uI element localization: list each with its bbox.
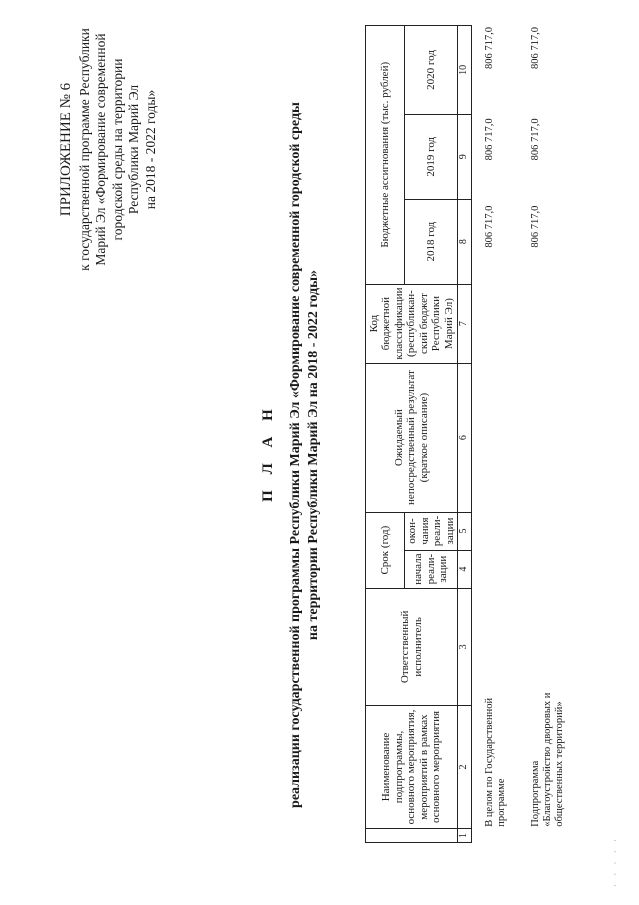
header-budget: Бюджетные ассигнования (тыс. рублей) [366, 26, 405, 285]
plan-table [365, 25, 472, 843]
row-name: Подпрограмма «Благоустройство дворовых и общественных территорий» [530, 692, 565, 827]
header-year-2018: 2018 год [405, 199, 458, 284]
row-name: В целом по Государственной программе [484, 697, 507, 827]
header-name: Наименование подпрограммы, основного мероприятия, мероприятий в рамках основного мероприятия [366, 705, 458, 828]
header-year-2019: 2019 год [405, 114, 458, 199]
appendix-line: городской среды на территории [109, 58, 125, 241]
column-number: 5 [458, 512, 472, 550]
column-number: 7 [458, 284, 472, 363]
plan-title: П Л А Н [260, 403, 276, 502]
header-result: Ожидаемый непосредственный результат (краткое описание) [366, 363, 458, 512]
table-row [484, 25, 530, 843]
appendix-line: Республики Марий Эл [126, 84, 141, 215]
appendix-header [58, 22, 159, 277]
plan-subtitle [287, 25, 323, 885]
column-number: 2 [458, 705, 472, 828]
header-term-end: окон-чания реали-зации [405, 512, 458, 550]
subtitle-line: реализации государственной программы Республики Марий Эл «Формирование современной городской среды [288, 102, 303, 808]
column-number: 6 [458, 363, 472, 512]
column-number: 3 [458, 588, 472, 705]
row-value-2020: 806 717,0 [530, 27, 541, 69]
column-number: 4 [458, 550, 472, 588]
header-index-blank [366, 829, 458, 843]
column-number: 1 [458, 829, 472, 843]
header-term-start: начала реали-зации [405, 550, 458, 588]
header-budget-code: Код бюджетной классификации (республикан-ский бюджет Республики Марий Эл) [366, 284, 458, 363]
header-term: Срок (год) [366, 512, 405, 588]
table-row [530, 25, 566, 843]
header-executor: Ответственный исполнитель [366, 588, 458, 705]
scan-artifact: · · · · · [610, 836, 620, 887]
appendix-line: к государственной программе Республики [76, 28, 92, 271]
row-value-2019: 806 717,0 [530, 118, 541, 161]
row-value-2019: 806 717,0 [484, 118, 495, 161]
row-value-2020: 806 717,0 [484, 27, 495, 69]
appendix-number: ПРИЛОЖЕНИЕ № 6 [58, 82, 74, 217]
appendix-line: Марий Эл «Формирование современной [93, 33, 108, 266]
subtitle-line: на территории Республики Марий Эл на 2018 - 2022 годы» [306, 269, 321, 641]
row-value-2018: 806 717,0 [484, 205, 495, 248]
row-value-2018: 806 717,0 [530, 205, 541, 248]
column-number: 9 [458, 114, 472, 199]
appendix-line: на 2018 - 2022 годы» [142, 89, 158, 210]
plan-data-rows [484, 25, 566, 843]
column-number: 10 [458, 26, 472, 115]
column-number-row [458, 26, 472, 843]
column-number: 8 [458, 199, 472, 284]
header-year-2020: 2020 год [405, 26, 458, 115]
